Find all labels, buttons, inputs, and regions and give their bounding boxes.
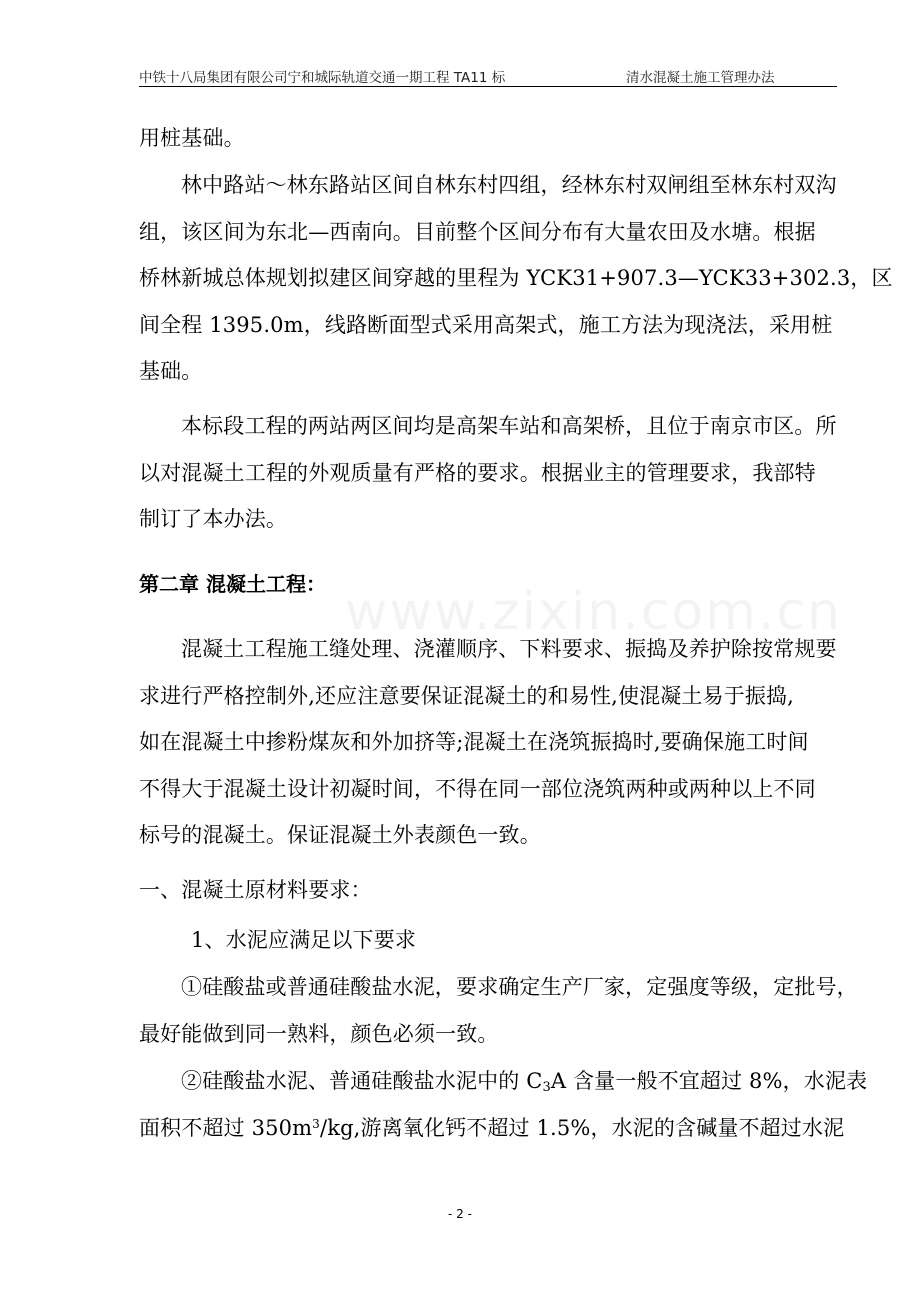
text-fragment: 面积不超过 350m xyxy=(139,1115,313,1140)
paragraph-lindong-section xyxy=(139,162,893,395)
paragraph-biaoduan xyxy=(139,403,839,543)
text-line: 如在混凝土中掺粉煤灰和外加挤等;混凝土在浇筑振捣时,要确保施工时间 xyxy=(139,730,809,755)
text-line: 一、混凝土原材料要求： xyxy=(139,878,372,902)
chapter-heading: 第二章 混凝土工程： xyxy=(139,572,326,596)
text-line: 桥林新城总体规划拟建区间穿越的里程为 YCK31+907.3—YCK33+302.3，区 xyxy=(139,266,893,291)
subscript-3: 3 xyxy=(542,1080,551,1095)
superscript-3: 3 xyxy=(312,1116,320,1131)
text-line: 求进行严格控制外,还应注意要保证混凝土的和易性,使混凝土易于振捣, xyxy=(139,683,794,708)
text-line: 最好能做到同一熟料，颜色必须一致。 xyxy=(139,1021,499,1046)
page-number: - 2 - xyxy=(448,1207,472,1221)
text-line: 不得大于混凝土设计初凝时间，不得在同一部位浇筑两种或两种以上不同 xyxy=(139,776,816,801)
paragraph-concrete-work xyxy=(139,626,839,859)
section-heading-raw-materials xyxy=(139,867,839,914)
text-line: 制订了本办法。 xyxy=(139,507,288,532)
text-line: 以对混凝土工程的外观质量有严格的要求。根据业主的管理要求，我部特 xyxy=(139,460,816,485)
header-project-title: 中铁十八局集团有限公司宁和城际轨道交通一期工程 TA11 标 xyxy=(139,70,506,86)
text-line: 用桩基础。 xyxy=(139,126,245,150)
header-document-title: 清水混凝土施工管理办法 xyxy=(626,70,775,86)
text-line: ①硅酸盐或普通硅酸盐水泥，要求确定生产厂家，定强度等级，定批号， xyxy=(181,975,858,999)
requirement-2 xyxy=(139,1058,868,1151)
text-fragment: ②硅酸盐水泥、普通硅酸盐水泥中的 C xyxy=(181,1069,543,1093)
text-line: 本标段工程的两站两区间均是高架车站和高架桥，且位于南京市区。所 xyxy=(181,414,837,438)
paragraph-top-continuation xyxy=(139,115,839,162)
text-line: 1、水泥应满足以下要求 xyxy=(191,928,417,952)
text-line: 林中路站～林东路站区间自林东村四组，经林东村双闸组至林东村双沟 xyxy=(181,173,837,197)
requirement-1 xyxy=(139,964,858,1057)
text-line xyxy=(139,1058,868,1105)
text-line xyxy=(139,1105,845,1152)
page-header xyxy=(139,64,837,87)
text-line: 标号的混凝土。保证混凝土外表颜色一致。 xyxy=(139,823,541,848)
text-line: 混凝土工程施工缝处理、浇灌顺序、下料要求、振捣及养护除按常规要 xyxy=(181,637,837,661)
text-line: 组，该区间为东北—西南向。目前整个区间分布有大量农田及水塘。根据 xyxy=(139,219,816,244)
item-cement-requirements xyxy=(139,917,839,964)
text-fragment: A 含量一般不宜超过 8%，水泥表 xyxy=(550,1069,868,1093)
text-fragment: /kg,游离氧化钙不超过 1.5%，水泥的含碱量不超过水泥 xyxy=(319,1115,845,1140)
text-line: 基础。 xyxy=(139,359,203,384)
text-line: 间全程 1395.0m，线路断面型式采用高架式，施工方法为现浇法，采用桩 xyxy=(139,312,833,337)
